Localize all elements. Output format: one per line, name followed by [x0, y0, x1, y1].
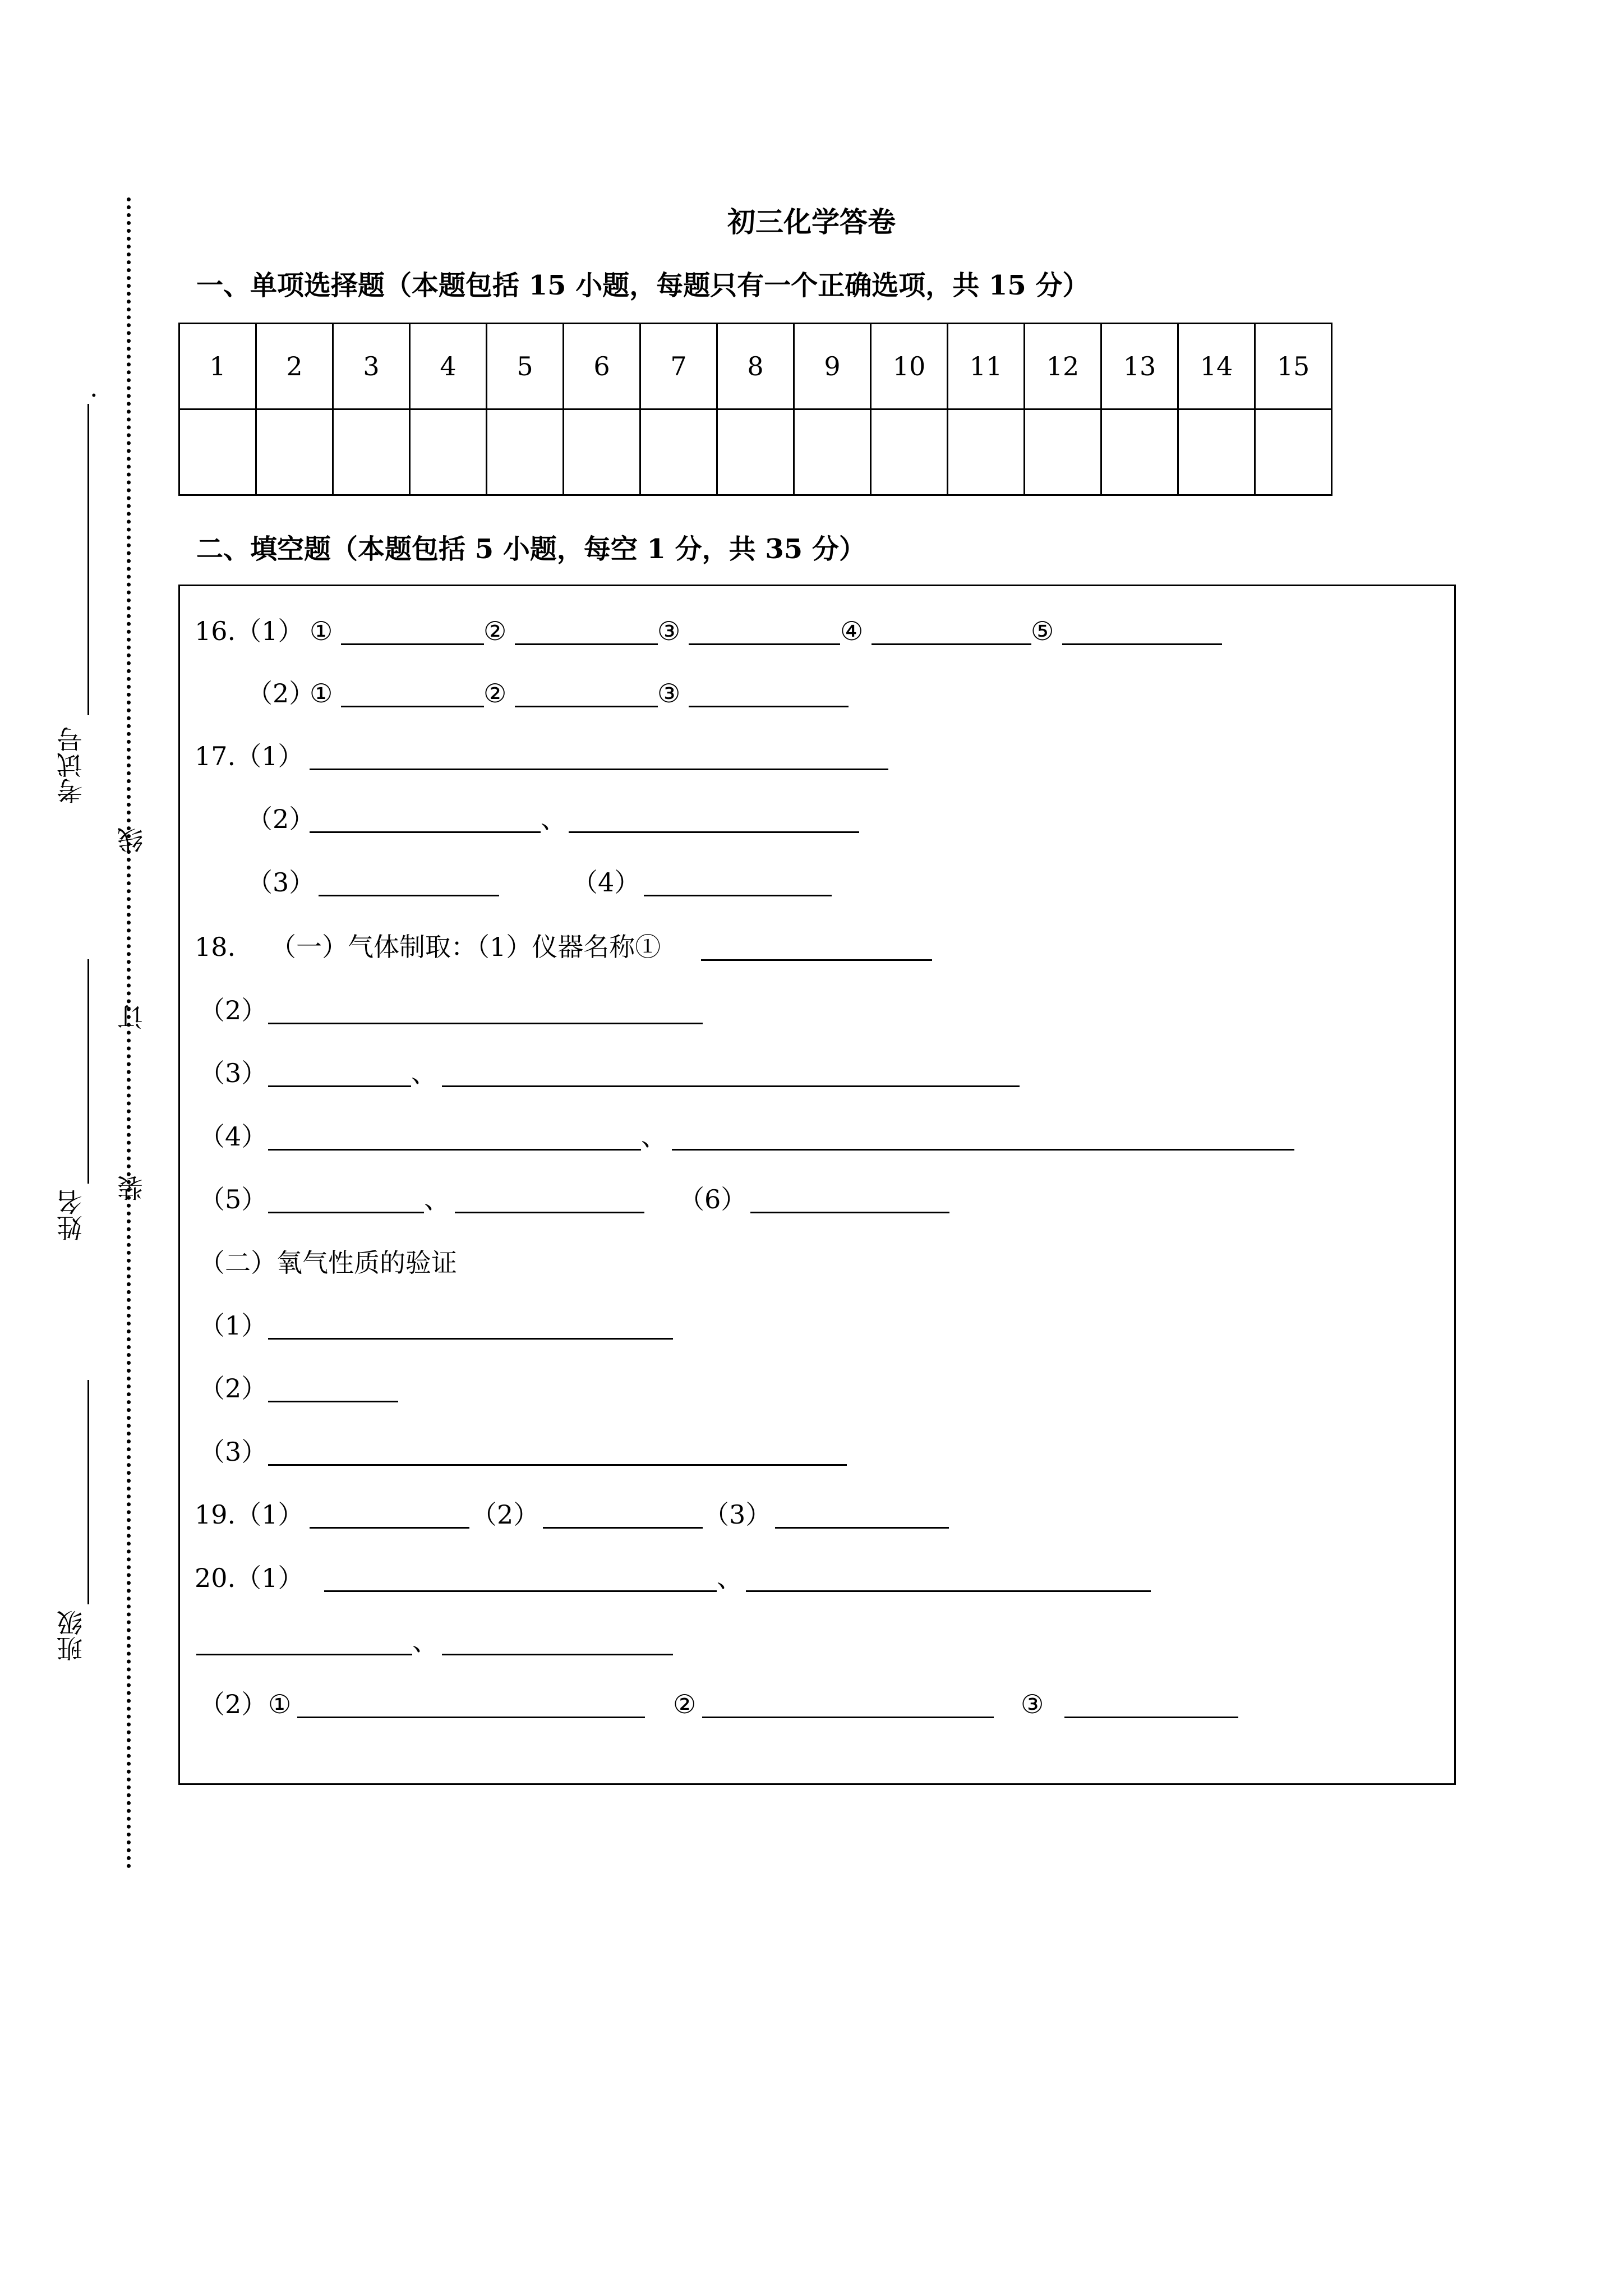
answer-blank[interactable]: [689, 643, 840, 645]
q20-2-label: （2）: [199, 1689, 268, 1719]
q18-6-label: （6）: [679, 1184, 747, 1214]
q18-5-label: （5）: [199, 1184, 268, 1214]
answer-blank[interactable]: [297, 1717, 645, 1718]
q17-2-label: （2）: [247, 804, 315, 834]
answer-cell[interactable]: [179, 409, 256, 495]
q19-1-label: 19.（1）: [195, 1499, 304, 1530]
q16-2-c3: ③: [657, 678, 681, 708]
q17-3-label: （3）: [247, 867, 315, 898]
answer-cell[interactable]: [1101, 409, 1178, 495]
answer-number: 1: [179, 324, 256, 409]
answer-blank[interactable]: [750, 1212, 949, 1213]
answer-blank[interactable]: [442, 1654, 673, 1655]
q17-1-label: 17.（1）: [195, 741, 304, 771]
fill-in-box: [178, 585, 1456, 1785]
q18b-2-label: （2）: [199, 1373, 268, 1404]
answer-cell[interactable]: [1255, 409, 1332, 495]
exam-no-underline: [87, 404, 89, 715]
answer-number: 7: [640, 324, 717, 409]
q18-label: 18.: [195, 932, 236, 962]
answer-blank[interactable]: [455, 1212, 644, 1213]
q18-part1-heading: （一）气体制取：（1）仪器名称①: [270, 932, 661, 962]
answer-blank[interactable]: [310, 769, 888, 770]
q20-1b-sep: 、: [412, 1626, 438, 1657]
answer-number: 5: [487, 324, 564, 409]
q20-1-sep: 、: [717, 1563, 743, 1593]
answer-number: 15: [1255, 324, 1332, 409]
q18-part2-heading: （二）氧气性质的验证: [199, 1248, 457, 1278]
q16-1-c1: ①: [310, 616, 333, 646]
q19-2-label: （2）: [471, 1499, 540, 1530]
name-underline: [87, 959, 89, 1184]
answer-blank[interactable]: [310, 831, 541, 833]
answer-cell[interactable]: [487, 409, 564, 495]
answer-number: 14: [1178, 324, 1255, 409]
answer-blank[interactable]: [672, 1149, 1294, 1151]
q16-1-label: 16.（1）: [195, 616, 304, 646]
answer-number-row: [179, 324, 1332, 409]
exam-no-label: 考试号: [56, 726, 86, 804]
answer-number: 2: [256, 324, 333, 409]
q18-4-sep: 、: [641, 1121, 667, 1152]
q17-4-label: （4）: [572, 867, 640, 898]
answer-blank[interactable]: [268, 1212, 424, 1213]
q18-2-label: （2）: [199, 995, 268, 1025]
answer-blank[interactable]: [268, 1149, 641, 1151]
answer-blank[interactable]: [268, 1338, 673, 1340]
class-label: 班级: [56, 1610, 86, 1662]
answer-cell[interactable]: [640, 409, 717, 495]
binding-dot: .: [90, 372, 98, 403]
answer-blank[interactable]: [319, 895, 499, 896]
q20-2-c3: ③: [1021, 1689, 1044, 1719]
answer-cell[interactable]: [948, 409, 1025, 495]
answer-cell[interactable]: [717, 409, 794, 495]
page-title: 初三化学答卷: [727, 205, 896, 238]
answer-cell[interactable]: [1178, 409, 1255, 495]
q16-2-c2: ②: [483, 678, 507, 708]
answer-blank[interactable]: [442, 1085, 1020, 1087]
section2-heading: 二、填空题（本题包括 5 小题，每空 1 分，共 35 分）: [196, 533, 866, 565]
q16-1-c3: ③: [657, 616, 681, 646]
binding-line-label: 线: [117, 827, 147, 853]
answer-blank[interactable]: [268, 1401, 398, 1402]
q18-5-sep: 、: [424, 1184, 450, 1214]
answer-blank-row: [179, 409, 1332, 495]
answer-number: 4: [410, 324, 487, 409]
q18-3-sep: 、: [411, 1058, 437, 1088]
q16-2-c1: ①: [310, 678, 333, 708]
q20-2-c2: ②: [673, 1689, 697, 1719]
answer-blank[interactable]: [196, 1654, 412, 1655]
q18-3-label: （3）: [199, 1058, 268, 1088]
binding-dotted-line: [127, 197, 131, 1869]
answer-blank[interactable]: [515, 706, 658, 707]
answer-blank[interactable]: [569, 831, 859, 833]
q17-2-sep: 、: [541, 804, 566, 834]
answer-number: 13: [1101, 324, 1178, 409]
class-underline: [87, 1380, 89, 1604]
answer-blank[interactable]: [268, 1085, 411, 1087]
answer-blank[interactable]: [1062, 643, 1222, 645]
section1-heading: 一、单项选择题（本题包括 15 小题，每题只有一个正确选项，共 15 分）: [196, 270, 1090, 301]
q20-2-c1: ①: [268, 1689, 292, 1719]
answer-number: 12: [1025, 324, 1101, 409]
q18b-3-label: （3）: [199, 1437, 268, 1467]
answer-cell[interactable]: [564, 409, 640, 495]
answer-cell[interactable]: [256, 409, 333, 495]
binding-ding-label: 订: [117, 1004, 147, 1030]
q18b-1-label: （1）: [199, 1310, 268, 1341]
answer-blank[interactable]: [702, 1717, 994, 1718]
answer-blank[interactable]: [701, 959, 932, 961]
q18-4-label: （4）: [199, 1121, 268, 1152]
answer-cell[interactable]: [410, 409, 487, 495]
answer-cell[interactable]: [871, 409, 948, 495]
answer-blank[interactable]: [324, 1590, 717, 1592]
answer-blank[interactable]: [515, 643, 658, 645]
binding-zhuang-label: 装: [117, 1175, 147, 1201]
answer-blank[interactable]: [543, 1527, 703, 1529]
q16-1-c4: ④: [840, 616, 864, 646]
answer-table: [178, 323, 1332, 496]
answer-blank[interactable]: [872, 643, 1031, 645]
answer-number: 8: [717, 324, 794, 409]
answer-cell[interactable]: [794, 409, 871, 495]
answer-blank[interactable]: [746, 1590, 1151, 1592]
answer-blank[interactable]: [310, 1527, 469, 1529]
answer-blank[interactable]: [341, 706, 484, 707]
answer-blank[interactable]: [689, 706, 849, 707]
answer-cell[interactable]: [333, 409, 410, 495]
answer-blank[interactable]: [1064, 1717, 1238, 1718]
answer-blank[interactable]: [644, 895, 832, 896]
answer-number: 9: [794, 324, 871, 409]
answer-blank[interactable]: [341, 643, 484, 645]
q16-2-label: （2）: [247, 678, 315, 708]
q20-1-label: 20.（1）: [195, 1563, 304, 1593]
q16-1-c2: ②: [483, 616, 507, 646]
answer-blank[interactable]: [268, 1464, 847, 1466]
name-label: 姓名: [56, 1189, 86, 1241]
answer-number: 3: [333, 324, 410, 409]
answer-number: 11: [948, 324, 1025, 409]
q16-1-c5: ⑤: [1031, 616, 1054, 646]
q19-3-label: （3）: [703, 1499, 772, 1530]
answer-cell[interactable]: [1025, 409, 1101, 495]
answer-blank[interactable]: [775, 1527, 949, 1529]
answer-number: 6: [564, 324, 640, 409]
answer-blank[interactable]: [268, 1023, 703, 1024]
answer-number: 10: [871, 324, 948, 409]
